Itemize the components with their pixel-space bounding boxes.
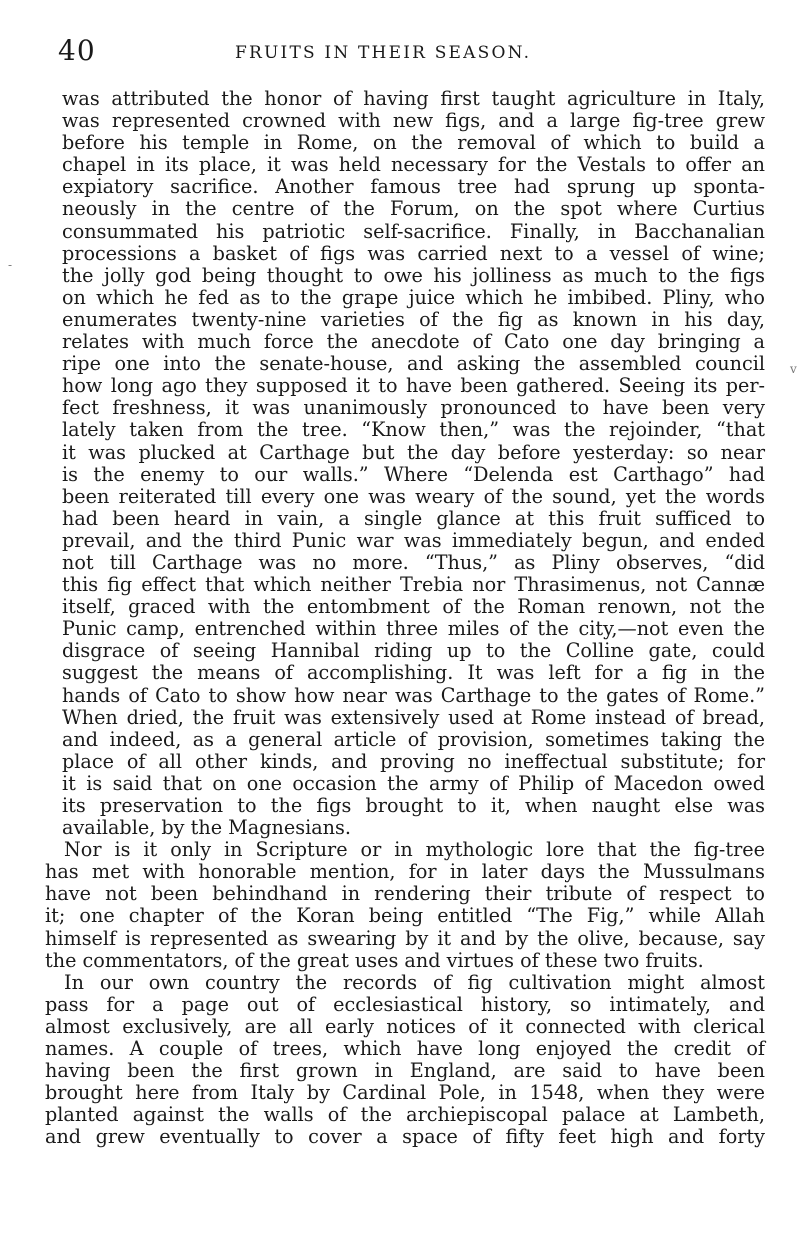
text-line: brought here from Italy by Cardinal Pole, in 1548, when they were	[45, 1081, 765, 1105]
text-line: himself is represented as swearing by it and by the olive, because, say	[45, 926, 765, 950]
text-line: not till Carthage was no more. “Thus,” as Pliny observes, “did	[62, 550, 765, 574]
running-title: FRUITS IN THEIR SEASON.	[235, 43, 532, 63]
text-line: the jolly god being thought to owe his jolliness as much to the figs	[62, 263, 765, 287]
text-line: and indeed, as a general article of provision, sometimes taking the	[62, 727, 765, 751]
text-line: hands of Cato to show how near was Carthage to the gates of Rome.”	[62, 683, 765, 707]
text-line: it was plucked at Carthage but the day before yesterday: so near	[62, 440, 765, 464]
text-line: Punic camp, entrenched within three miles of the city,—not even the	[62, 617, 765, 641]
text-line: having been the first grown in England, are said to have been	[45, 1059, 765, 1083]
text-line: the commentators, of the great uses and virtues of these two fruits.	[45, 948, 704, 972]
text-line: its preservation to the figs brought to it, when naught else was	[62, 794, 765, 817]
text-line: consummated his patriotic self-sacrifice. Finally, in Bacchanalian	[62, 219, 765, 243]
text-line: planted against the walls of the archiepiscopal palace at Lambeth,	[45, 1103, 765, 1127]
text-line: place of all other kinds, and proving no ineffectual substitute; for	[62, 749, 765, 773]
text-line: suggest the means of accomplishing. It was left for a fig in the	[62, 661, 765, 685]
text-line: Nor is it only in Scripture or in mythologic lore that the fig-tree	[64, 838, 765, 862]
text-line: before his temple in Rome, on the removal of which to build a	[62, 131, 765, 155]
text-line: neously in the centre of the Forum, on the spot where Curtius	[62, 197, 765, 221]
text-line: how long ago they supposed it to have been gathered. Seeing its per-	[62, 374, 765, 398]
text-line: pass for a page out of ecclesiastical history, so intimately, and	[45, 992, 765, 1016]
running-header	[0, 34, 799, 68]
text-line: on which he fed as to the grape juice which he imbibed. Pliny, who	[62, 285, 765, 309]
text-line: chapel in its place, it was held necessary for the Vestals to offer an	[62, 153, 765, 177]
text-line: it; one chapter of the Koran being entitled “The Fig,” while Allah	[45, 904, 765, 928]
text-line: names. A couple of trees, which have long enjoyed the credit of	[45, 1037, 765, 1061]
text-line: prevail, and the third Punic war was immediately begun, and ended	[62, 528, 765, 552]
text-line: have not been behindhand in rendering their tribute of respect to	[45, 882, 765, 906]
text-line: was attributed the honor of having first taught agriculture in Italy,	[62, 87, 765, 110]
text-line: and grew eventually to cover a space of fifty feet high and forty	[45, 1125, 765, 1149]
paragraph	[40, 839, 768, 972]
text-line: processions a basket of figs was carried next to a vessel of wine;	[62, 241, 765, 265]
text-line: relates with much force the anecdote of Cato one day bringing a	[62, 330, 765, 354]
text-line: In our own country the records of fig cultivation might almost	[64, 970, 765, 994]
paragraph	[40, 88, 768, 839]
text-line: this fig effect that which neither Trebia nor Thrasimenus, not Cannæ	[62, 573, 765, 597]
text-line: available, by the Magnesians.	[62, 816, 351, 840]
text-line: was represented crowned with new figs, and a large fig-tree grew	[62, 109, 765, 133]
paragraph	[40, 972, 768, 1149]
text-line: it is said that on one occasion the army of Philip of Macedon owed	[62, 771, 765, 795]
page-number: 40	[58, 34, 96, 67]
margin-speck: v	[790, 362, 797, 376]
text-line: almost exclusively, are all early notices of it connected with clerical	[45, 1014, 765, 1038]
page-body	[40, 88, 768, 1149]
text-line: been reiterated till every one was weary of the sound, yet the words	[62, 484, 765, 508]
text-line: lately taken from the tree. “Know then,” was the rejoinder, “that	[62, 418, 765, 442]
text-line: When dried, the fruit was extensively used at Rome instead of bread,	[62, 705, 765, 729]
text-line: disgrace of seeing Hannibal riding up to the Colline gate, could	[62, 639, 765, 663]
text-line: expiatory sacrifice. Another famous tree had sprung up sponta-	[62, 175, 765, 199]
text-line: has met with honorable mention, for in later days the Mussulmans	[45, 860, 765, 884]
text-line: ripe one into the senate-house, and asking the assembled council	[62, 352, 765, 376]
text-line: fect freshness, it was unanimously pronounced to have been very	[62, 396, 765, 420]
text-line: is the enemy to our walls.” Where “Delenda est Carthago” had	[62, 462, 765, 486]
text-line: had been heard in vain, a single glance at this fruit sufficed to	[62, 506, 765, 530]
text-line: enumerates twenty-nine varieties of the fig as known in his day,	[62, 307, 765, 331]
margin-speck: -	[8, 258, 13, 272]
text-line: itself, graced with the entombment of the Roman renown, not the	[62, 595, 765, 619]
